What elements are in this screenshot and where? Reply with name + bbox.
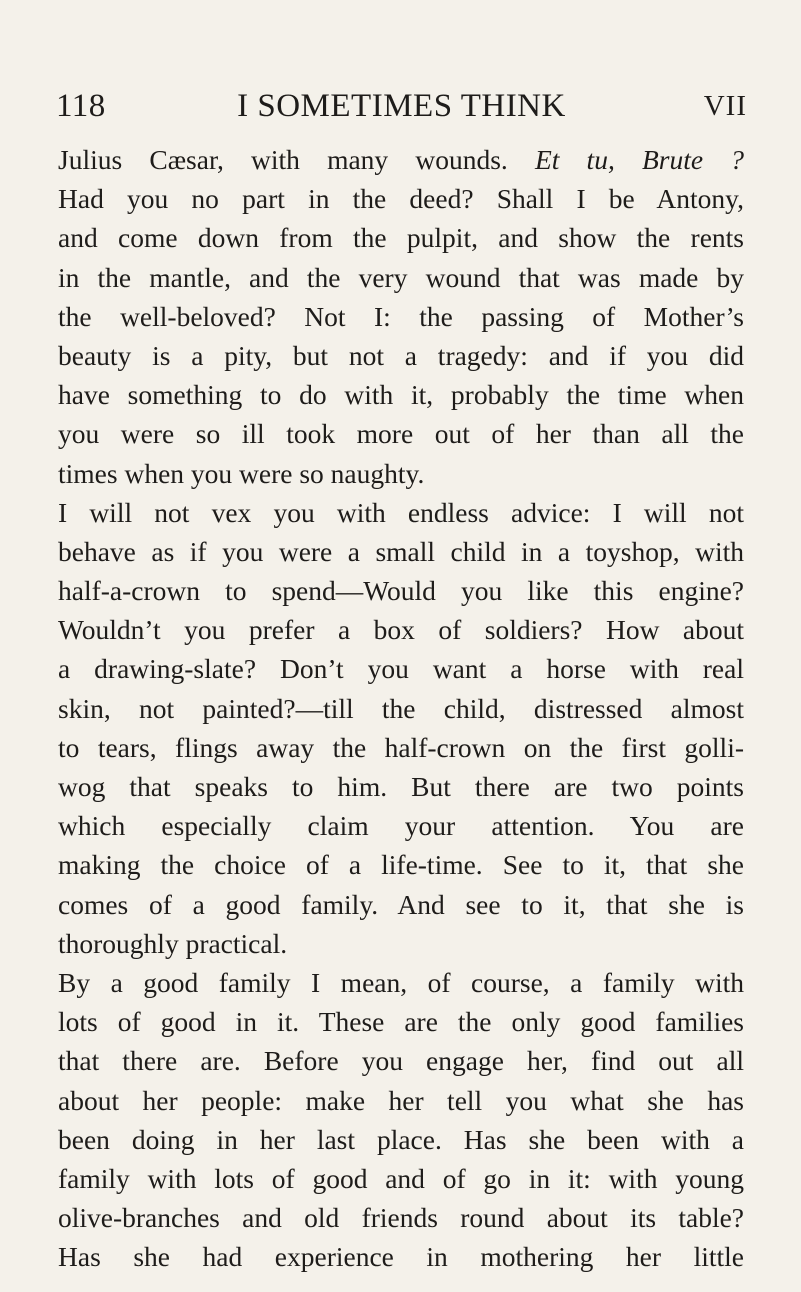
text-line: Had you no part in the deed? Shall I be Antony, (58, 183, 744, 215)
text-line: which especially claim your attention. You are (58, 810, 744, 842)
text-line: thoroughly practical. (58, 927, 288, 959)
text-line: lots of good in it. These are the only good families (58, 1006, 744, 1038)
text-line (58, 140, 744, 179)
text-line: Has she had experience in mothering her little (58, 1241, 744, 1273)
text-line: making the choice of a life-time. See to it, that she (58, 849, 744, 881)
text-line: have something to do with it, probably the time when (58, 379, 744, 411)
text-line: half-a-crown to spend—Would you like this engine? (58, 575, 744, 607)
text-line: and come down from the pulpit, and show the rents (58, 222, 744, 254)
text-line: olive-branches and old friends round about its table? (58, 1202, 744, 1234)
text-line: Wouldn’t you prefer a box of soldiers? How about (58, 614, 744, 646)
text-line: you were so ill took more out of her than all the (58, 418, 744, 450)
text-line: comes of a good family. And see to it, that she is (58, 888, 744, 920)
body-text (58, 140, 744, 1276)
chapter-numeral: VII (703, 90, 747, 122)
text-line: I will not vex you with endless advice: I will not (58, 496, 744, 528)
text-line: a drawing-slate? Don’t you want a horse with real (58, 653, 744, 685)
text-line: been doing in her last place. Has she been with a (58, 1123, 744, 1155)
running-title: I SOMETIMES THINK (237, 88, 566, 124)
text-line: family with lots of good and of go in it: with young (58, 1162, 744, 1194)
text-run: Julius Cæsar, with many wounds. (58, 144, 535, 175)
text-line: about her people: make her tell you what she has (58, 1084, 744, 1116)
text-line: that there are. Before you engage her, find out all (58, 1045, 744, 1077)
text-line: beauty is a pity, but not a tragedy: and if you did (58, 339, 744, 371)
text-line: in the mantle, and the very wound that was made by (58, 261, 744, 293)
text-line: times when you were so naughty. (58, 457, 425, 489)
text-line: By a good family I mean, of course, a family with (58, 966, 744, 998)
text-line: behave as if you were a small child in a toyshop, with (58, 535, 744, 567)
page-number: 118 (56, 88, 106, 124)
running-head (56, 86, 747, 126)
text-line: skin, not painted?—till the child, distressed almost (58, 692, 744, 724)
text-line: the well-beloved? Not I: the passing of Mother’s (58, 300, 744, 332)
text-line: to tears, flings away the half-crown on the first golli- (58, 731, 744, 763)
text-line: wog that speaks to him. But there are two points (58, 771, 744, 802)
italic-phrase: Et tu, Brute ? (534, 144, 744, 175)
